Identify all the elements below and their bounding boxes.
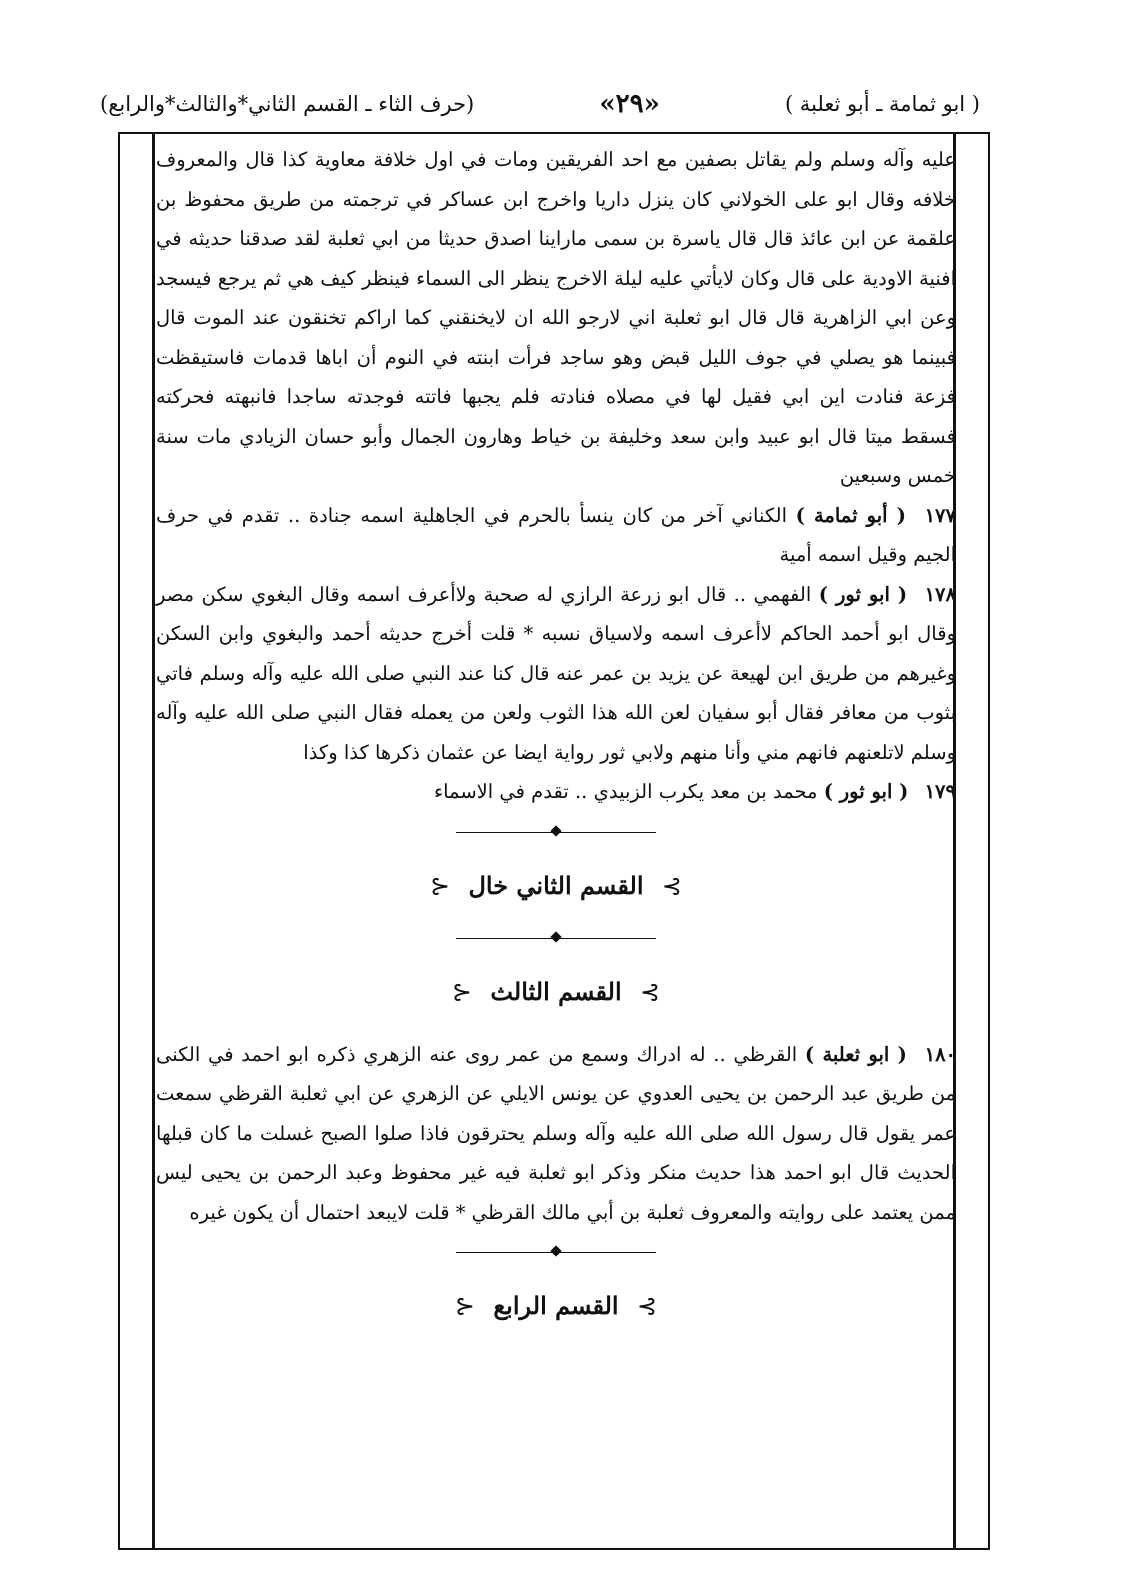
entry-number: ١٧٧ xyxy=(924,503,956,527)
main-text xyxy=(156,140,956,1349)
right-flourish-icon: ⊰ xyxy=(454,1292,476,1320)
entry-name: ( ابو ثور ) xyxy=(823,780,909,803)
page-number: «٢٩» xyxy=(599,89,660,119)
entry-177 xyxy=(156,496,956,575)
divider-ornament xyxy=(456,822,656,844)
section-three-title: القسم الثالث xyxy=(490,977,622,1006)
entry-180 xyxy=(156,1035,956,1233)
section-heading-two xyxy=(156,866,956,907)
intro-paragraph: عليه وآله وسلم ولم يقاتل بصفين مع احد الفريقين ومات في اول خلافة معاوية كذا قال والمعروف خلافه وقال ابو على الخولاني كان ينزل داريا واخرج ابن عساكر في ترجمته من طريق محفوظ بن علقمة عن ابن عائذ قال قال ياسرة بن سمى ماراينا اصدق حديثا من ابي ثعلبة لقد صدقنا حديثه في افنية الاودية على قال وكان لايأتي عليه ليلة الاخرج ينظر الى السماء فينظر كيف هي ثم يرجع فيسجد وعن ابي الزاهرية قال قال ابو ثعلبة اني لارجو الله ان لايخنقني كما اراكم تخنقون عند الموت قال فبينما هو يصلي في جوف الليل قبض وهو ساجد فرأت ابنته في النوم أن اباها قدمات فاستيقظت فزعة فنادت اين ابي فقيل لها في مصلاه فنادته فلم يجبها فاتته فوجدته ساجدا فانبهته فحركته فسقط ميتا قال ابو عبيد وابن سعد وخليفة بن خياط وهارون الجمال وأبو حسان الزيادي مات سنة خمس وسبعين xyxy=(156,148,956,487)
section-heading-three xyxy=(156,972,956,1013)
page-header xyxy=(100,84,980,124)
section-heading-four xyxy=(156,1286,956,1327)
right-flourish-icon: ⊰ xyxy=(430,871,451,900)
entry-text: الكناني آخر من كان ينسأ بالحرم في الجاهلية اسمه جنادة .. تقدم في حرف الجيم وقيل اسمه أمية xyxy=(156,503,956,566)
section-two-title: القسم الثاني خال xyxy=(468,870,644,900)
right-flourish-icon: ⊰ xyxy=(451,978,472,1006)
entry-179 xyxy=(156,772,956,812)
running-head: ( ابو ثمامة ـ أبو ثعلبة ) xyxy=(784,92,980,116)
section-title: (حرف الثاء ـ القسم الثاني*والثالث*والرابع) xyxy=(100,92,475,116)
diamond-ornament-icon xyxy=(550,931,561,942)
entry-text: الفهمي .. قال ابو زرعة الرازي له صحبة ولاأعرف اسمه وقال البغوي سكن مصر وقال ابو أحمد الحاكم لاأعرف اسمه ولاسياق نسبه * قلت أخرج حديثه أحمد والبغوي وابن السكن وغيرهم من طريق ابن لهيعة عن يزيد بن عمر عنه قال كنا عند النبي صلى الله عليه وآله وسلم فاتي بثوب من معافر فقال أبو سفيان لعن الله هذا الثوب ولعن من يعمله فقال النبي صلى الله عليه وآله وسلم لاتلعنهم فانهم مني وأنا منهم ولابي ثور رواية ايضا عن عثمان ذكرها كذا وكذا xyxy=(156,582,956,764)
entry-178 xyxy=(156,575,956,773)
entry-text: القرظي .. له ادراك وسمع من عمر روى عنه الزهري ذكره ابو احمد في الكنى من طريق عبد الرحمن بن يحيى العدوي عن يونس الايلي عن الزهري عن ابي ثعلبة القرظي سمعت عمر يقول قال رسول الله صلى الله عليه وآله وسلم يحترقون فاذا صلوا الصبح غسلت ما كان قبلها الحديث قال ابو احمد هذا حديث منكر وذكر ابو ثعلبة فيه غير محفوظ وعبد الرحمن بن يحيى ليس ممن يعتمد على روايته والمعروف ثعلبة بن أبي مالك القرظي * قلت لايبعد احتمال أن يكون غيره xyxy=(156,1042,956,1224)
entry-number: ١٨٠ xyxy=(924,1042,957,1066)
diamond-ornament-icon xyxy=(550,825,561,836)
left-flourish-icon: ⊱ xyxy=(636,1292,658,1320)
entry-number: ١٧٩ xyxy=(924,780,956,803)
entry-name: ( ابو ثعلبة ) xyxy=(804,1042,907,1066)
entry-name: ( أبو ثمامة ) xyxy=(795,503,906,527)
left-flourish-icon: ⊱ xyxy=(661,871,682,900)
entry-name: ( ابو ثور ) xyxy=(818,582,908,606)
entry-text: محمد بن معد يكرب الزبيدي .. تقدم في الاسماء xyxy=(433,780,818,803)
divider-ornament xyxy=(456,928,656,950)
section-four-title: القسم الرابع xyxy=(493,1291,619,1320)
diamond-ornament-icon xyxy=(550,1245,561,1256)
left-flourish-icon: ⊱ xyxy=(640,978,661,1006)
divider-ornament xyxy=(456,1242,656,1264)
entry-number: ١٧٨ xyxy=(924,582,956,606)
